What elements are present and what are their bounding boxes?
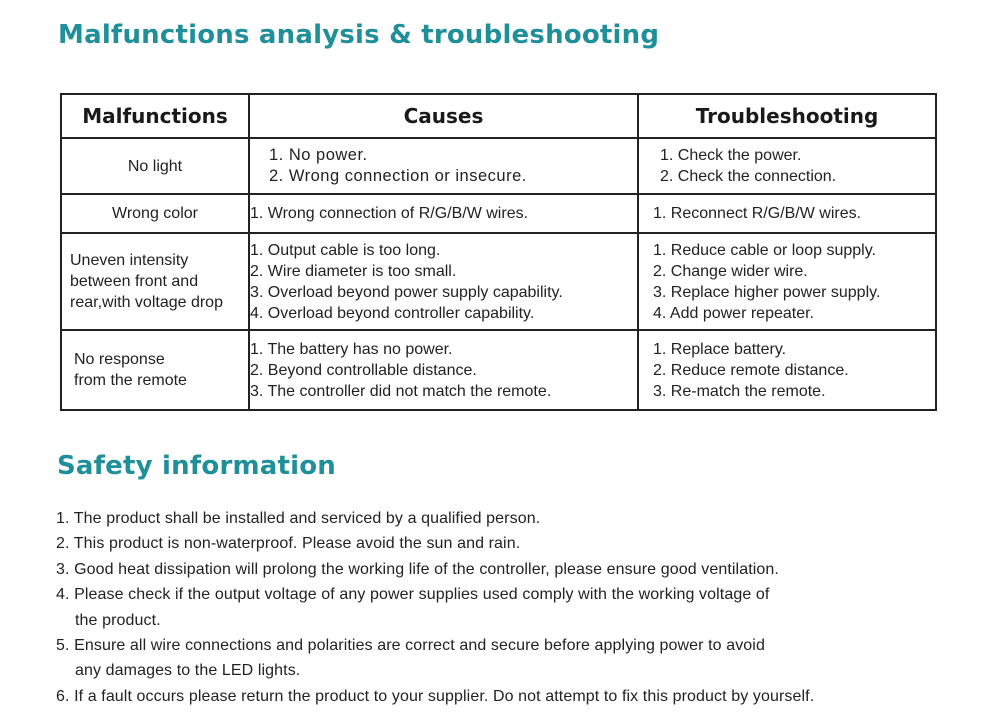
- malfunction-cell: [61, 233, 249, 330]
- causes-cell: [249, 233, 638, 330]
- safety-item: [56, 633, 936, 684]
- troubleshooting-cell: [638, 194, 936, 233]
- column-header-troubleshooting: Troubleshooting: [638, 94, 936, 138]
- causes-cell: [249, 138, 638, 194]
- cause-item: 1. The battery has no power.: [250, 340, 453, 358]
- cause-item: 2. Wrong connection or insecure.: [269, 167, 527, 185]
- troubleshooting-item: 3. Re-match the remote.: [653, 382, 826, 400]
- troubleshooting-item: 4. Add power repeater.: [653, 304, 814, 322]
- malfunction-text: No light: [127, 157, 183, 175]
- table-row: [61, 194, 936, 233]
- malfunction-cell: [61, 330, 249, 410]
- safety-item: [56, 557, 936, 582]
- troubleshooting-item: 2. Change wider wire.: [653, 262, 808, 280]
- troubleshooting-cell: [638, 138, 936, 194]
- troubleshooting-cell: [638, 330, 936, 410]
- cause-item: 3. The controller did not match the remote.: [250, 382, 552, 400]
- cause-item: 4. Overload beyond controller capability.: [250, 304, 535, 322]
- column-header-causes: Causes: [249, 94, 638, 138]
- cause-item: 3. Overload beyond power supply capability.: [250, 283, 563, 301]
- column-header-malfunctions: Malfunctions: [61, 94, 249, 138]
- troubleshooting-item: 1. Check the power.: [660, 147, 802, 164]
- malfunction-text: Wrong color: [112, 205, 198, 222]
- troubleshooting-table: [60, 93, 937, 411]
- safety-item: [56, 506, 936, 531]
- table-row: [61, 138, 936, 194]
- safety-item-text: 1. The product shall be installed and serviced by a qualified person.: [56, 510, 541, 527]
- malfunction-text: between front and: [70, 273, 199, 290]
- safety-item-text: 3. Good heat dissipation will prolong the working life of the controller, please ensure good ventilation.: [56, 560, 779, 578]
- safety-item-text: 6. If a fault occurs please return the product to your supplier. Do not attempt to fix this product by yourself.: [56, 687, 815, 705]
- malfunction-text: Uneven intensity: [70, 252, 189, 269]
- cause-item: 2. Wire diameter is too small.: [250, 262, 457, 280]
- table-row: [61, 330, 936, 410]
- table-header-row: [61, 94, 936, 138]
- malfunctions-section-title: Malfunctions analysis & troubleshooting: [58, 20, 660, 50]
- safety-item: [56, 684, 936, 709]
- cause-item: 1. Wrong connection of R/G/B/W wires.: [250, 205, 529, 222]
- causes-cell: [249, 330, 638, 410]
- safety-item-text: 5. Ensure all wire connections and polarities are correct and secure before applying power to avoid: [56, 637, 765, 655]
- table-row: [61, 233, 936, 330]
- cause-item: 2. Beyond controllable distance.: [250, 361, 477, 379]
- troubleshooting-item: 1. Reduce cable or loop supply.: [653, 241, 876, 259]
- safety-item-text: 4. Please check if the output voltage of any power supplies used comply with the working voltage of: [56, 586, 770, 604]
- safety-section-title: Safety information: [57, 451, 337, 481]
- malfunction-text: No response: [74, 351, 165, 368]
- cause-item: 1. Output cable is too long.: [250, 241, 441, 259]
- troubleshooting-item: 3. Replace higher power supply.: [653, 283, 881, 301]
- safety-item: [56, 582, 936, 633]
- troubleshooting-item: 1. Replace battery.: [653, 340, 787, 358]
- malfunction-text: from the remote: [74, 372, 187, 389]
- safety-item-continuation: any damages to the LED lights.: [75, 662, 301, 680]
- troubleshooting-item: 2. Check the connection.: [660, 168, 837, 185]
- troubleshooting-item: 2. Reduce remote distance.: [653, 361, 849, 379]
- safety-item: [56, 531, 936, 556]
- troubleshooting-cell: [638, 233, 936, 330]
- troubleshooting-item: 1. Reconnect R/G/B/W wires.: [653, 205, 862, 222]
- malfunction-text: rear,with voltage drop: [70, 294, 223, 311]
- malfunction-cell: [61, 194, 249, 233]
- safety-list: [56, 506, 936, 709]
- safety-item-continuation: the product.: [75, 611, 161, 629]
- safety-item-text: 2. This product is non-waterproof. Please avoid the sun and rain.: [56, 535, 521, 553]
- cause-item: 1. No power.: [269, 146, 368, 164]
- causes-cell: [249, 194, 638, 233]
- malfunction-cell: [61, 138, 249, 194]
